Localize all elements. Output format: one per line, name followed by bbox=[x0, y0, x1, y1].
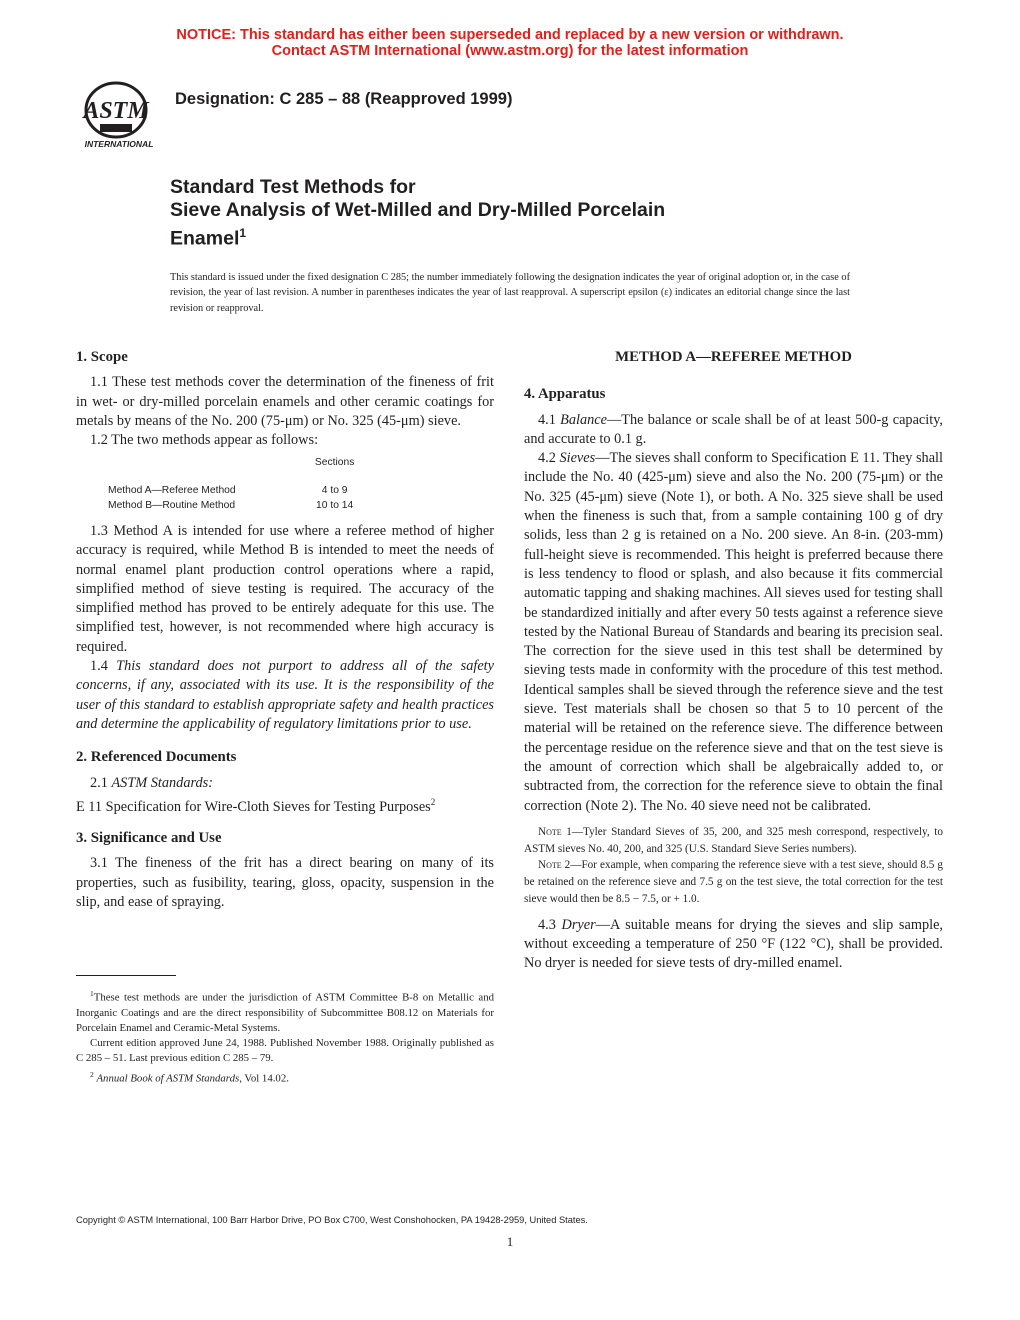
astm-logo bbox=[74, 76, 164, 150]
paragraph-3-1: 3.1 The fineness of the frit has a direct bearing on many of its properties, such as fusibility, tearing, gloss, opacity, suspension in the slip, and ease of spraying. bbox=[76, 855, 494, 910]
title-line-3: Enamel$^1$ bbox=[170, 226, 247, 250]
title-line-1: Standard Test Methods for bbox=[170, 176, 416, 198]
paragraph-1-4: 1.4 This standard does not purport to address all of the safety concerns, if any, associated with its use. It is the responsibility of the user of this standard to establish appropriate safety and health practices and determine the applicability of regulatory limitations prior to use. bbox=[76, 658, 494, 732]
footnote-1-edition: Current edition approved June 24, 1988. Published November 1988. Originally published as C 285 – 51. Last previous edition C 285 – 79. bbox=[76, 1037, 494, 1065]
e11-footnote-ref: 2 bbox=[430, 796, 436, 807]
referenced-documents-heading: 2. Referenced Documents bbox=[76, 749, 237, 766]
page-number: 1 bbox=[506, 1234, 514, 1249]
notice-line-2: Contact ASTM International (www.astm.org) for the latest information bbox=[271, 43, 749, 59]
sections-header: Sections bbox=[314, 457, 355, 469]
paragraph-4-2: 4.2 Sieves—The sieves shall conform to Specification E 11. They shall include the No. 40 (425-μm) sieve and also the No. 200 (75-μm) or the No. 325 (45-μm) sieve (Note 1), or both. A No. 325 sieve shall be used when the fineness is such that, from a sample containing 100 g of dry solids, less than 2 g is retained on a No. 200 sieve. An 8-in. (203-mm) full-height sieve is recommended. This height is preferred because there is less tendency to flood or splash, and also because it fits commercial automatic tapping and shaking machines. All sieves used for testing shall be standardized initially and after every 50 tests against a reference sieve tested by the National Bureau of Standards and bearing its precision seal. The correction for the sieve used in this test shall be determined by sieving tests made in conformity with the procedure of this test method. Identical samples shall be sieved through the reference sieve and the test sieve. Test materials shall be chosen so that 5 to 10 percent of the material will be retained on the reference sieve. The difference between the percentage residue on the reference sieve and that on the test sieve is the amount of correction which shall be algebraically added to, or subtracted from, the correction for the reference sieve to obtain the final correction (Note 2). The No. 40 sieve need not be calibrated. bbox=[524, 450, 943, 814]
footnotes bbox=[76, 986, 494, 1086]
left-column bbox=[76, 348, 494, 912]
methods-table bbox=[108, 455, 374, 514]
notice-line-1: NOTICE: This standard has either been superseded and replaced by a new version or withdrawn. bbox=[176, 27, 844, 43]
footnote-2: $^2$ Annual Book of ASTM Standards, Vol 14.02. bbox=[90, 1069, 289, 1085]
table-row bbox=[108, 483, 374, 499]
scope-heading: 1. Scope bbox=[76, 349, 128, 365]
paragraph-1-2: 1.2 The two methods appear as follows: bbox=[90, 432, 319, 449]
logo-text: ASTM bbox=[83, 98, 149, 124]
paragraph-4-1: 4.1 Balance—The balance or scale shall be of at least 500-g capacity, and accurate to 0.1 g. bbox=[524, 411, 943, 447]
logo-subtext: INTERNATIONAL bbox=[84, 139, 154, 149]
note-1: Note 1—Tyler Standard Sieves of 35, 200, and 325 mesh correspond, respectively, to ASTM sieves No. 40, 200, and 325 (U.S. Standard Sieve Series numbers). bbox=[524, 825, 943, 855]
footnote-1: $^1$These test methods are under the jurisdiction of ASTM Committee B-8 on Metallic and Inorganic Coatings and are the direct responsibility of Subcommittee B08.12 on Materials for Porcelain Enamel and Ceramic-Metal Systems. bbox=[76, 989, 494, 1034]
copyright: Copyright © ASTM International, 100 Barr Harbor Drive, PO Box C700, West Conshohocken, PA 19428-2959, United States. bbox=[76, 1215, 588, 1225]
footnote-divider bbox=[76, 975, 176, 976]
title-line-2: Sieve Analysis of Wet-Milled and Dry-Milled Porcelain bbox=[170, 199, 666, 221]
document-title bbox=[170, 176, 870, 251]
issuance-statement: This standard is issued under the fixed designation C 285; the number immediately following the designation indicates the year of original adoption or, in the case of revision, the year of last revision. A number in parentheses indicates the year of last reapproval. A superscript epsilon (ε) indicates an editorial change since the last revision or reapproval. bbox=[170, 272, 850, 314]
method-name: Method A—Referee Method bbox=[108, 484, 236, 496]
method-sections: 4 to 9 bbox=[321, 484, 348, 496]
method-name: Method B—Routine Method bbox=[108, 500, 236, 512]
paragraph-2-1: 2.1 ASTM Standards: bbox=[90, 774, 213, 791]
title-footnote-ref: 1 bbox=[239, 226, 247, 240]
apparatus-heading: 4. Apparatus bbox=[524, 386, 606, 403]
designation: Designation: C 285 – 88 (Reapproved 1999) bbox=[175, 90, 513, 108]
paragraph-1-3: 1.3 Method A is intended for use where a referee method of higher accuracy is required, while Method B is intended to meet the needs of normal enamel plant production control operations where a rapid, simplified method of sieve testing is required. The accuracy of the simplified method has proved to be entirely adequate for this use. The simplified test, however, is not recommended where high accuracy is required. bbox=[76, 522, 494, 655]
withdrawn-notice bbox=[0, 27, 1020, 59]
significance-heading: 3. Significance and Use bbox=[76, 829, 222, 846]
method-sections: 10 to 14 bbox=[316, 500, 354, 512]
note-2: Note 2—For example, when comparing the reference sieve with a test sieve, should 8.5 g be retained on the reference sieve and 7.5 g on the test sieve, the total correction for the test sieve would then be 8.5 − 7.5, or + 1.0. bbox=[524, 859, 943, 906]
table-row bbox=[108, 498, 374, 514]
method-a-heading: METHOD A—REFEREE METHOD bbox=[615, 349, 852, 365]
right-column bbox=[524, 348, 943, 974]
paragraph-1-1: 1.1 These test methods cover the determination of the fineness of frit in wet- or dry-milled porcelain enamels and other ceramic coatings for metals by means of the No. 200 (75-μm) or No. 325 (45-μm) sieve. bbox=[76, 374, 494, 429]
paragraph-4-3: 4.3 Dryer—A suitable means for drying the sieves and slip sample, without exceeding a temperature of 250 °F (122 °C), shall be provided. No dryer is needed for sieve tests of dry-milled enamel. bbox=[524, 916, 943, 972]
reference-e11: E 11 Specification for Wire-Cloth Sieves for Testing Purposes$^2$ bbox=[76, 796, 436, 815]
